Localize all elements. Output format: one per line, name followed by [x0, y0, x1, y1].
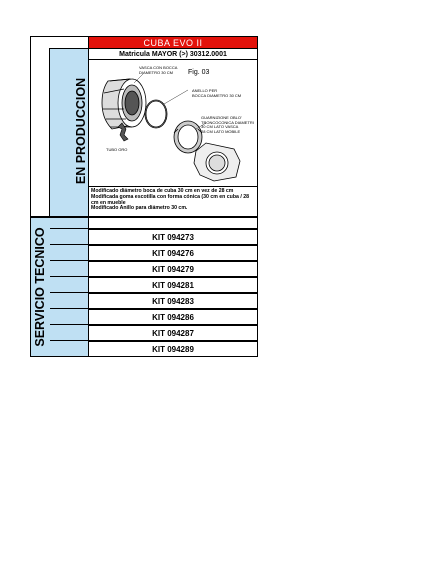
label-guarnizione: GUARNIZIONE OBLO' TRONCOCONICA DIAMETRI 30 CM LATO VASCA 28 CM LATO MOBILE	[201, 115, 254, 134]
kit-row: KIT 094279	[88, 261, 258, 277]
section-title: CUBA EVO II	[88, 36, 258, 49]
note-3: Modificado Anillo para diámetro 30 cm.	[91, 205, 188, 212]
kit-left-cell	[50, 245, 89, 261]
door-plate-illustration	[194, 143, 240, 181]
modification-notes	[88, 186, 258, 217]
note-2: Modificada goma escotilla con forma cónica (30 cm en cuba / 28 cm en mueble	[91, 193, 249, 206]
kit-left-cell	[50, 309, 89, 325]
note-1: Modificado diámetro boca de cuba 30 cm en vez de 28 cm	[91, 188, 234, 194]
gasket-illustration	[174, 121, 202, 153]
kit-left-cell	[50, 341, 89, 357]
kit-left-cell	[50, 277, 89, 293]
label-vasca: VASCA CON BOCCA DIAMETRO 30 CM	[139, 65, 178, 75]
kit-row: KIT 094287	[88, 325, 258, 341]
label-anello: ANELLO PER BOCCA DIAMETRO 30 CM	[192, 88, 242, 98]
serial-subtitle: Matricula MAYOR (>) 30312.0001	[88, 48, 258, 60]
kit-row: KIT 094273	[88, 229, 258, 245]
kit-header-row	[88, 217, 258, 229]
kit-row: KIT 094281	[88, 277, 258, 293]
kit-left-cell	[50, 261, 89, 277]
label-tubo: TUBO ORO	[106, 147, 128, 152]
kit-row: KIT 094286	[88, 309, 258, 325]
kit-left-cell	[50, 293, 89, 309]
figure-title: Fig. 03	[188, 69, 210, 76]
kit-row: KIT 094283	[88, 293, 258, 309]
service-label: SERVICIO TECNICO	[33, 227, 47, 347]
production-left-cell	[30, 48, 50, 217]
kit-row: KIT 094289	[88, 341, 258, 357]
ring-illustration	[145, 100, 167, 128]
kit-row: KIT 094276	[88, 245, 258, 261]
production-label: EN PRODUCCION	[74, 77, 88, 185]
kit-left-cell	[50, 229, 89, 245]
drum-illustration	[102, 79, 146, 129]
kit-left-cell	[50, 325, 89, 341]
kit-left-cell	[50, 217, 89, 229]
